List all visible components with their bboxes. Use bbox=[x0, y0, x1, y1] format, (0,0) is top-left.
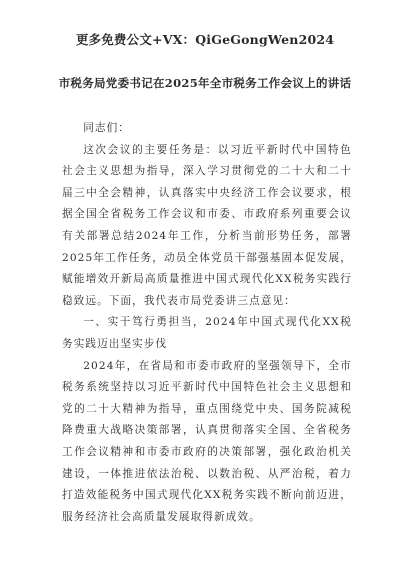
greeting: 同志们： bbox=[83, 122, 130, 134]
section-heading-1: 一、实干笃行勇担当，2024年中国式现代化XX税务实践迈出坚实步伐 bbox=[62, 316, 352, 350]
paragraph-2024-review: 2024年，在省局和市委市政府的坚强领导下，全市税务系统坚持以习近平新时代中国特色社会主义思想和党的二十大精神为指导，重点围绕党中央、国务院减税降费重大战略决策部署，认真贯彻落实全国、全省税务工作会议精神和市委市政府的决策部署，强化政治机关建设，一体推进依法治税、以数治税、从严治税，着力打造效能税务中国式现代化XX税务实践不断向前迈进，服务经济社会高质量发展取得新成效。 bbox=[62, 359, 352, 523]
document-title: 市税务局党委书记在2025年全市税务工作会议上的讲话 bbox=[58, 76, 352, 90]
paragraph-intro: 这次会议的主要任务是：以习近平新时代中国特色社会主义思想为指导，深入学习贯彻党的二十大和二十届三中全会精神，认真落实中央经济工作会议要求，根据全国全省税务工作会议和市委、市政府系列重要会议有关部署总结2024年工作，分析当前形势任务，部署2025年工作任务，动员全体党员干部强基固本促发展，赋能增效开新局高质量推进中国式现代化XX税务实践行稳致远。下面，我代表市局党委讲三点意见： bbox=[62, 143, 352, 307]
header-note: 更多免费公文+VX：QiGeGongWen2024 bbox=[75, 32, 335, 47]
document-body bbox=[62, 118, 352, 528]
